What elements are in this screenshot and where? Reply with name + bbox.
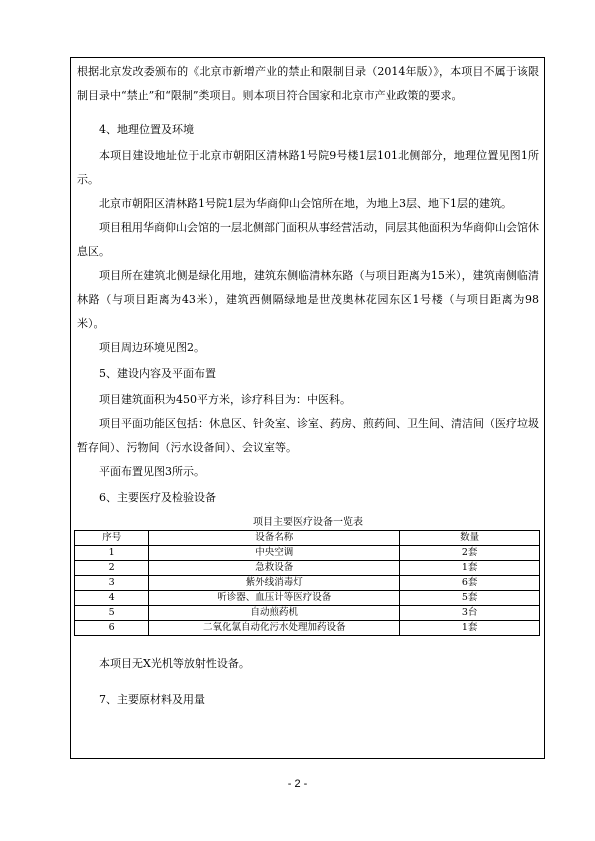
table-header-row bbox=[75, 531, 540, 546]
table-cell-equipment-name: 急救设备 bbox=[149, 561, 400, 576]
table-cell-quantity: 3台 bbox=[400, 606, 540, 621]
table-cell-quantity: 1套 bbox=[400, 561, 540, 576]
column-header-equipment-name: 设备名称 bbox=[149, 531, 400, 546]
table-cell-number: 6 bbox=[75, 621, 149, 636]
section-heading-materials: 7、主要原材料及用量 bbox=[99, 693, 205, 706]
paragraph-no-radiation: 本项目无X光机等放射性设备。 bbox=[99, 657, 250, 670]
table-cell-equipment-name: 听诊器、血压计等医疗设备 bbox=[149, 591, 400, 606]
equipment-table bbox=[74, 530, 540, 636]
column-header-number: 序号 bbox=[75, 531, 149, 546]
paragraph-figure3-ref: 平面布置见图3所示。 bbox=[99, 465, 205, 478]
column-header-quantity: 数量 bbox=[400, 531, 540, 546]
table-row bbox=[75, 546, 540, 561]
table-cell-equipment-name: 紫外线消毒灯 bbox=[149, 576, 400, 591]
table-row bbox=[75, 561, 540, 576]
document-body bbox=[77, 60, 539, 714]
table-caption: 项目主要医疗设备一览表 bbox=[253, 517, 363, 528]
paragraph-building: 北京市朝阳区清林路1号院1层为华商仰山会馆所在地，为地上3层、地下1层的建筑。 bbox=[99, 197, 512, 210]
paragraph-area: 项目建筑面积为450平方米，诊疗科目为：中医科。 bbox=[99, 393, 351, 406]
table-row bbox=[75, 621, 540, 636]
paragraph-surroundings: 项目所在建筑北侧是绿化用地，建筑东侧临清林东路（与项目距离为15米），建筑南侧临清林路（与项目距离为43米），建筑西侧隔绿地是世茂奥林花园东区1号楼（与项目距离为98米）。 bbox=[77, 269, 539, 330]
table-cell-number: 2 bbox=[75, 561, 149, 576]
page-number: - 2 - bbox=[287, 778, 308, 790]
section-heading-construction: 5、建设内容及平面布置 bbox=[99, 367, 216, 380]
table-cell-quantity: 2套 bbox=[400, 546, 540, 561]
table-cell-equipment-name: 二氧化氯自动化污水处理加药设备 bbox=[149, 621, 400, 636]
table-cell-number: 5 bbox=[75, 606, 149, 621]
table-row bbox=[75, 576, 540, 591]
table-cell-quantity: 5套 bbox=[400, 591, 540, 606]
table-cell-quantity: 1套 bbox=[400, 621, 540, 636]
paragraph-lease: 项目租用华商仰山会馆的一层北侧部门面积从事经营活动，同层其他面积为华商仰山会馆休息区。 bbox=[77, 221, 539, 258]
table-row bbox=[75, 606, 540, 621]
section-heading-location: 4、地理位置及环境 bbox=[99, 123, 194, 136]
table-cell-number: 1 bbox=[75, 546, 149, 561]
section-heading-equipment: 6、主要医疗及检验设备 bbox=[99, 491, 216, 504]
table-row bbox=[75, 591, 540, 606]
paragraph-address: 本项目建设地址位于北京市朝阳区清林路1号院9号楼1层101北侧部分，地理位置见图1所示。 bbox=[77, 149, 539, 186]
paragraph-functional-zones: 项目平面功能区包括：休息区、针灸室、诊室、药房、煎药间、卫生间、清洁间（医疗垃圾暂存间）、污物间（污水设备间）、会议室等。 bbox=[77, 417, 539, 454]
policy-paragraph: 根据北京发改委颁布的《北京市新增产业的禁止和限制目录（2014年版）》，本项目不属于该限制目录中“禁止”和“限制”类项目。则本项目符合国家和北京市产业政策的要求。 bbox=[77, 65, 539, 102]
table-cell-number: 3 bbox=[75, 576, 149, 591]
paragraph-figure2-ref: 项目周边环境见图2。 bbox=[99, 341, 205, 354]
table-cell-equipment-name: 中央空调 bbox=[149, 546, 400, 561]
table-cell-quantity: 6套 bbox=[400, 576, 540, 591]
table-cell-number: 4 bbox=[75, 591, 149, 606]
table-cell-equipment-name: 自动煎药机 bbox=[149, 606, 400, 621]
